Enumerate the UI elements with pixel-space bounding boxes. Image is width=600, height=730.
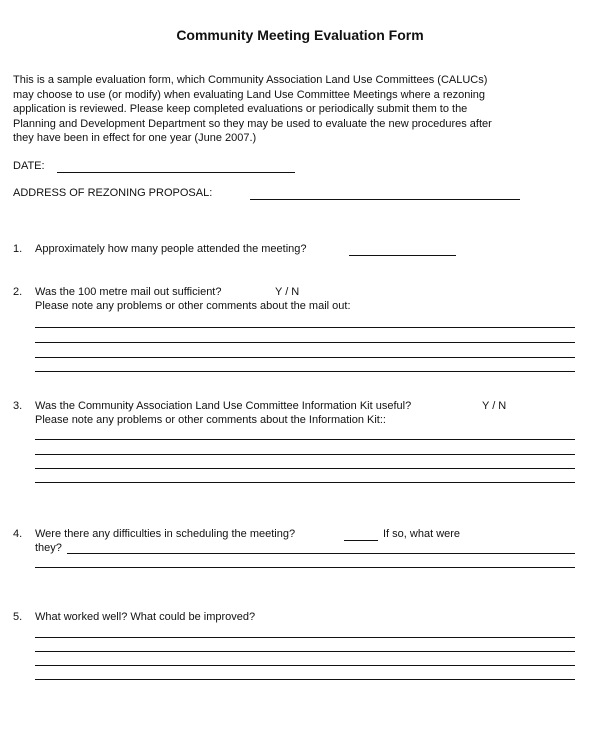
q5-comment-line[interactable] xyxy=(35,665,575,666)
question-5 xyxy=(13,611,255,623)
question-number: 1. xyxy=(13,243,23,255)
question-text: Was the 100 metre mail out sufficient? xyxy=(35,286,222,298)
q4-followup-text-cont: they? xyxy=(35,542,62,554)
question-number: 2. xyxy=(13,286,23,298)
q5-comment-line[interactable] xyxy=(35,637,575,638)
intro-line: This is a sample evaluation form, which Community Association Land Use Committees (CALUCs) xyxy=(13,74,488,86)
date-field[interactable] xyxy=(57,172,295,173)
intro-line: application is reviewed. Please keep completed evaluations or periodically submit them to the xyxy=(13,103,468,115)
q2-yes-no-option[interactable]: Y / N xyxy=(275,286,300,298)
q3-comment-line[interactable] xyxy=(35,468,575,469)
question-number: 5. xyxy=(13,611,23,623)
question-text: What worked well? What could be improved? xyxy=(35,611,256,623)
q3-comment-prompt: Please note any problems or other comments about the Information Kit:: xyxy=(35,414,386,426)
q3-yes-no-option[interactable]: Y / N xyxy=(482,400,507,412)
intro-line: they have been in effect for one year (June 2007.) xyxy=(13,132,257,144)
q2-comment-line[interactable] xyxy=(35,327,575,328)
q4-followup-text: If so, what were xyxy=(383,528,461,540)
question-text: Approximately how many people attended the meeting? xyxy=(35,243,307,255)
question-number: 4. xyxy=(13,528,23,540)
question-3 xyxy=(13,400,411,412)
q1-answer-field[interactable] xyxy=(349,255,456,256)
q2-comment-line[interactable] xyxy=(35,371,575,372)
intro-line: Planning and Development Department so they may be used to evaluate the new procedures after xyxy=(13,117,492,130)
q4-comment-line[interactable] xyxy=(35,567,575,568)
intro-paragraph xyxy=(13,73,583,146)
question-2 xyxy=(13,286,221,298)
date-label: DATE: xyxy=(13,160,45,172)
intro-line: may choose to use (or modify) when evaluating Land Use Committee Meetings where a rezoning xyxy=(13,88,486,101)
q2-comment-prompt: Please note any problems or other comments about the mail out: xyxy=(35,300,351,312)
q3-comment-line[interactable] xyxy=(35,439,575,440)
q5-comment-line[interactable] xyxy=(35,651,575,652)
address-field[interactable] xyxy=(250,199,520,200)
question-4 xyxy=(13,528,295,540)
question-1 xyxy=(13,243,307,255)
question-text: Were there any difficulties in scheduling the meeting? xyxy=(35,528,296,540)
q3-comment-line[interactable] xyxy=(35,482,575,483)
q4-comment-line[interactable] xyxy=(67,553,575,554)
question-text: Was the Community Association Land Use Committee Information Kit useful? xyxy=(35,400,412,412)
q2-comment-line[interactable] xyxy=(35,357,575,358)
q2-comment-line[interactable] xyxy=(35,342,575,343)
question-number: 3. xyxy=(13,400,23,412)
form-title: Community Meeting Evaluation Form xyxy=(176,27,424,43)
q5-comment-line[interactable] xyxy=(35,679,575,680)
address-label: ADDRESS OF REZONING PROPOSAL: xyxy=(13,187,213,199)
q3-comment-line[interactable] xyxy=(35,454,575,455)
q4-answer-field[interactable] xyxy=(344,540,378,541)
